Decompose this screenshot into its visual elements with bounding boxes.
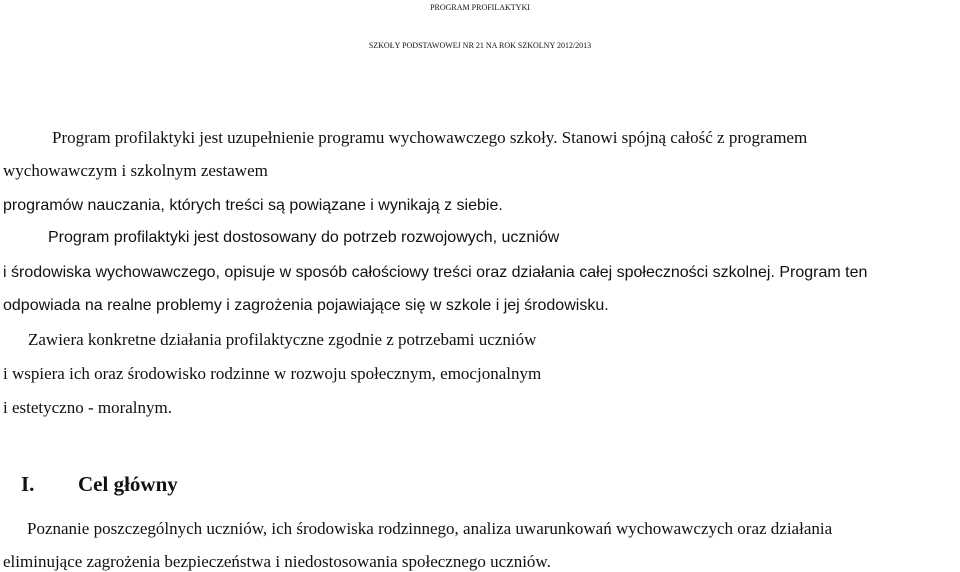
paragraph-2-line-2: i środowiska wychowawczego, opisuje w sposób całościowy treści oraz działania całej społeczności szkolnej. Program ten <box>3 264 868 281</box>
paragraph-3-line-3: i estetyczno - moralnym. <box>3 398 173 417</box>
document-title-line-2: SZKOŁY PODSTAWOWEJ NR 21 NA ROK SZKOLNY 2012/2013 <box>368 41 592 50</box>
paragraph-1-line-3: programów nauczania, których treści są powiązane i wynikają z siebie. <box>3 197 503 214</box>
section-number: I. <box>21 472 35 496</box>
section-title: Cel główny <box>78 472 178 496</box>
section-text-line-1: Poznanie poszczególnych uczniów, ich środowiska rodzinnego, analiza uwarunkowań wychowawczych oraz działania <box>27 519 833 538</box>
paragraph-2-line-1: Program profilaktyki jest dostosowany do potrzeb rozwojowych, uczniów <box>48 229 560 246</box>
paragraph-3-line-2: i wspiera ich oraz środowisko rodzinne w rozwoju społecznym, emocjonalnym <box>3 364 542 383</box>
paragraph-2-line-3: odpowiada na realne problemy i zagrożenia pojawiające się w szkole i jej środowisku. <box>3 297 609 314</box>
paragraph-1-line-2: wychowawczym i szkolnym zestawem <box>3 161 268 180</box>
paragraph-1-line-1: Program profilaktyki jest uzupełnienie programu wychowawczego szkoły. Stanowi spójną całość z programem <box>52 128 808 147</box>
section-text-line-2: eliminujące zagrożenia bezpieczeństwa i niedostosowania społecznego uczniów. <box>3 552 551 571</box>
document-title-line-1: PROGRAM PROFILAKTYKI <box>430 3 530 12</box>
paragraph-3-line-1: Zawiera konkretne działania profilaktyczne zgodnie z potrzebami uczniów <box>28 330 537 349</box>
